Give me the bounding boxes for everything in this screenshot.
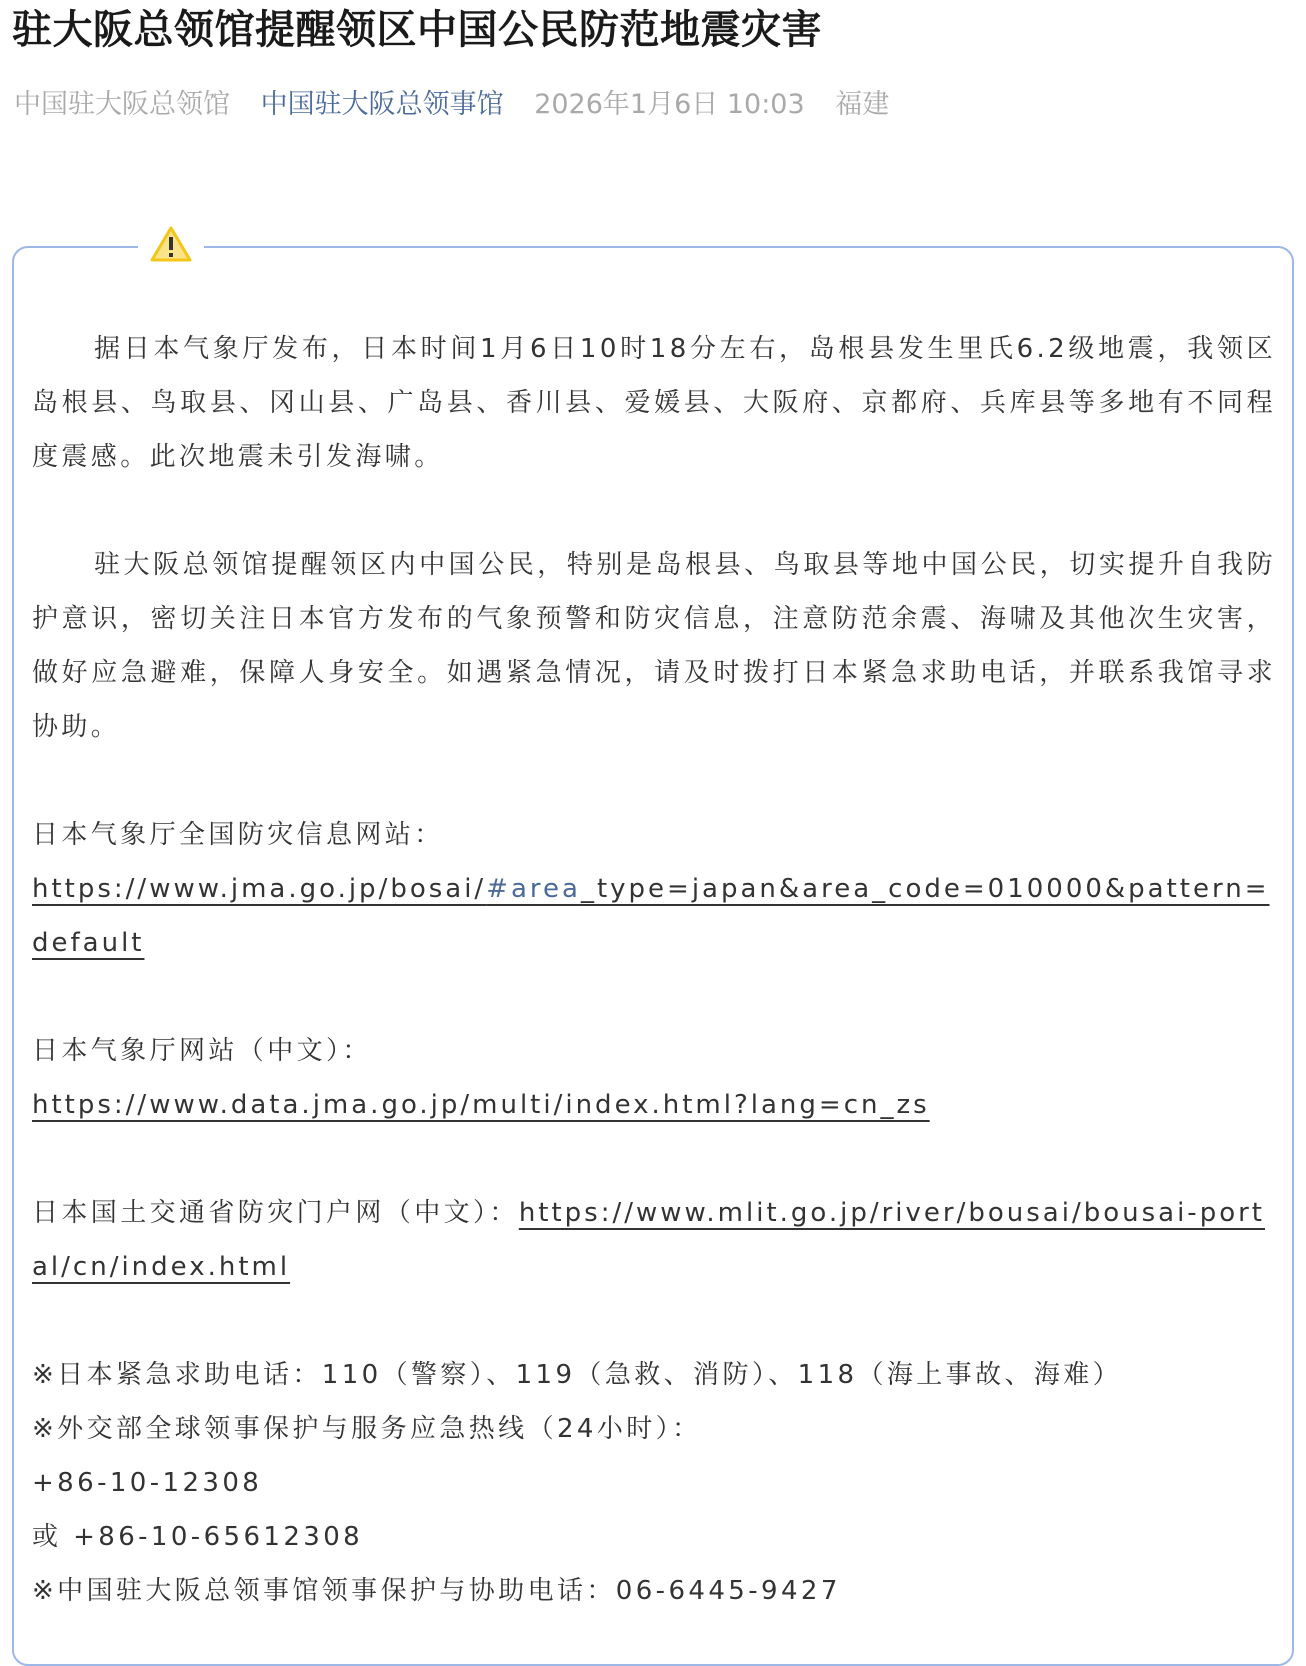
hotline-number-1: +86-10-12308: [32, 1468, 263, 1498]
source-label: 中国驻大阪总领馆: [14, 89, 230, 120]
jma-link[interactable]: [32, 874, 1270, 958]
consulate-phone: ※中国驻大阪总领事馆领事保护与协助电话：06-6445-9427: [32, 1576, 841, 1606]
account-link[interactable]: 中国驻大阪总领事馆: [260, 89, 504, 120]
notice-content: [32, 322, 1276, 1618]
jma-link-part1: https://www.jma.go.jp/bosai/: [32, 874, 487, 904]
jma-link-hashtag[interactable]: #area: [486, 874, 581, 904]
hotline-number-2: 或 +86-10-65612308: [32, 1522, 364, 1552]
warning-icon: [138, 224, 204, 264]
paragraph-safety-reminder: 驻大阪总领馆提醒领区内中国公民，特别是岛根县、鸟取县等地中国公民，切实提升自我防护意识，密切关注日本官方发布的气象预警和防灾信息，注意防范余震、海啸及其他次生灾害，做好应急避难，保障人身安全。如遇紧急情况，请及时拨打日本紧急求助电话，并联系我馆寻求协助。: [32, 550, 1276, 742]
publish-datetime: 2026年1月6日 10:03: [534, 89, 805, 120]
paragraph-earthquake-report: 据日本气象厅发布，日本时间1月6日10时18分左右，岛根县发生里氏6.2级地震，我领区岛根县、鸟取县、冈山县、广岛县、香川县、爱媛县、大阪府、京都府、兵库县等多地有不同程度震感。此次地震未引发海啸。: [32, 334, 1276, 472]
jma-cn-label: 日本气象厅网站（中文）：: [32, 1036, 372, 1066]
mlit-link[interactable]: https://www.mlit.go.jp/river/bousai/bousai-portal/cn/index.html: [32, 1198, 1265, 1282]
jma-label: 日本气象厅全国防灾信息网站：: [32, 820, 444, 850]
article-title: 驻大阪总领馆提醒领区中国公民防范地震灾害: [12, 7, 822, 53]
article-meta: [14, 86, 911, 124]
jma-link-part2: _type=japan&area_code=010000&pattern=default: [32, 874, 1270, 958]
mlit-label: 日本国土交通省防灾门户网（中文）：: [32, 1198, 519, 1228]
emergency-numbers: ※日本紧急求助电话：110（警察）、119（急救、消防）、118（海上事故、海难）: [32, 1360, 1123, 1390]
jma-cn-link[interactable]: https://www.data.jma.go.jp/multi/index.html?lang=cn_zs: [32, 1090, 930, 1120]
hotline-label: ※外交部全球领事保护与服务应急热线（24小时）：: [32, 1414, 702, 1444]
ip-location: 福建: [835, 89, 890, 120]
